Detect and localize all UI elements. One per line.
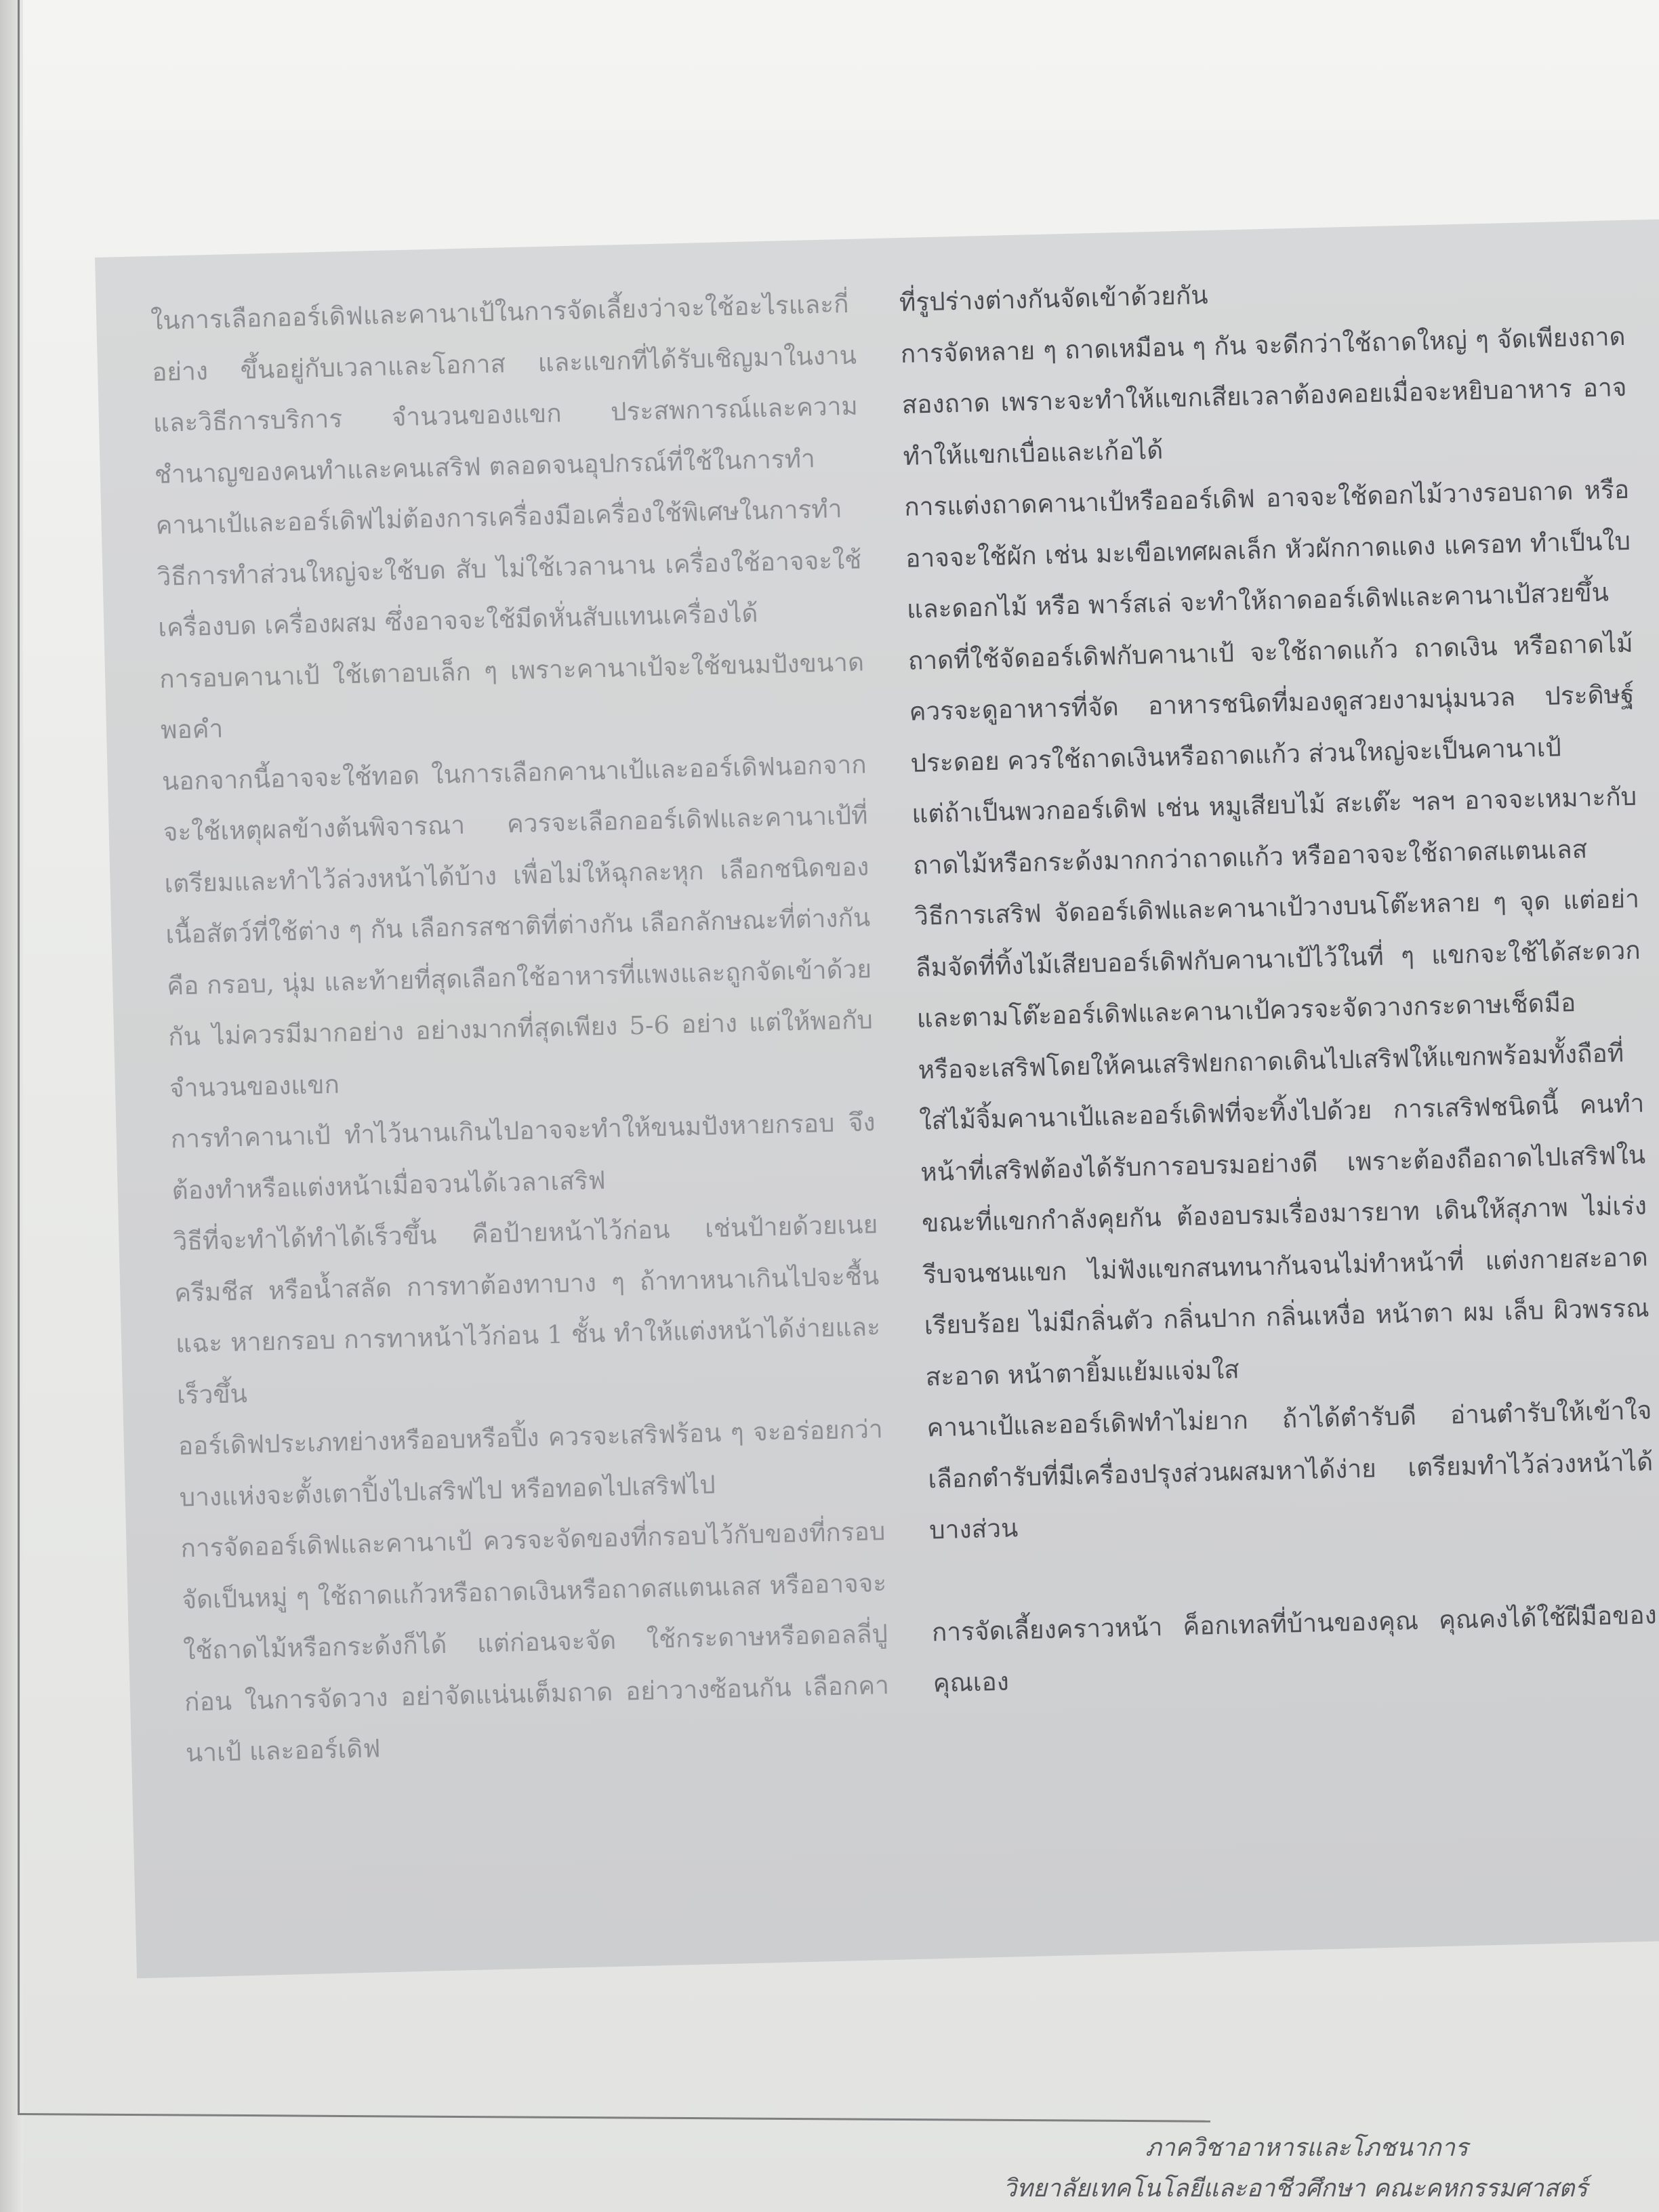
page-border-vertical bbox=[18, 0, 20, 2114]
paragraph: การจัดหลาย ๆ ถาดเหมือน ๆ กัน จะดีกว่าใช้ถาดใหญ่ ๆ จัดเพียงถาดสองถาด เพราะจะทำให้แขกเสียเวลาต้องคอยเมื่อจะหยิบอาหาร อาจทำให้แขกเบื่อและเก้อได้ bbox=[900, 321, 1627, 471]
paragraph: การอบคานาเป้ ใช้เตาอบเล็ก ๆ เพราะคานาเป้จะใช้ขนมปังขนาดพอคำ bbox=[159, 647, 865, 745]
paragraph: แต่ถ้าเป็นพวกออร์เดิฟ เช่น หมูเสียบไม้ สะเต๊ะ ฯลฯ อาจจะเหมาะกับถาดไม้หรือกระด้งมากกว่าถาดแก้ว หรืออาจจะใช้ถาดสแตนเลส bbox=[911, 781, 1637, 880]
left-text-column bbox=[150, 279, 890, 1779]
paragraph: หรือจะเสริฟโดยให้คนเสริฟยกถาดเดินไปเสริฟให้แขกพร้อมทั้งถือที่ใส่ไม้จิ้มคานาเป้และออร์เดิฟที่จะทิ้งไปด้วย การเสริฟชนิดนี้ คนทำหน้าที่เสริฟต้องได้รับการอบรมอย่างดี เพราะต้องถือถาดไปเสริฟในขณะที่แขกกำลังคุยกัน ต้องอบรมเรื่องมารยาท เดินให้สุภาพ ไม่เร่งรีบจนชนแขก ไม่ฟังแขกสนทนากันจนไม่ทำหน้าที่ แต่งกายสะอาดเรียบร้อย ไม่มีกลิ่นตัว กลิ่นปาก กลิ่นเหงื่อ หน้าตา ผม เล็บ ผิวพรรณสะอาด หน้าตายิ้มแย้มแจ่มใส bbox=[918, 1038, 1650, 1392]
paragraph: การแต่งถาดคานาเป้หรือออร์เดิฟ อาจจะใช้ดอกไม้วางรอบถาด หรืออาจจะใช้ผัก เช่น มะเขือเทศผลเล็ก หัวผักกาดแดง แครอท ทำเป็นใบและดอกไม้ หรือ พาร์สเล่ จะทำให้ถาดออร์เดิฟและคานาเป้สวยขึ้น bbox=[903, 474, 1631, 624]
paragraph: คานาเป้และออร์เดิฟทำไม่ยาก ถ้าได้ตำรับดี อ่านตำรับให้เข้าใจ เลือกตำรับที่มีเครื่องปรุงส่วนผสมหาได้ง่าย เตรียมทำไว้ล่วงหน้าได้บางส่วน bbox=[926, 1395, 1654, 1545]
footer-department: ภาควิชาอาหารและโภชนาการ bbox=[1145, 2134, 1469, 2162]
paragraph: ที่รูปร่างต่างกันจัดเข้าด้วยกัน bbox=[899, 280, 1209, 318]
paragraph: วิธีที่จะทำได้ทำได้เร็วขึ้น คือป้ายหน้าไว้ก่อน เช่นป้ายด้วยเนย ครีมชีส หรือน้ำสลัด การทาต้องทาบาง ๆ ถ้าทาหนาเกินไปจะชื้นแฉะ หายกรอบ การทาหน้าไว้ก่อน 1 ชั้น ทำให้แต่งหน้าได้ง่ายและเร็วขึ้น bbox=[172, 1210, 881, 1410]
right-text-column bbox=[899, 260, 1658, 1709]
paragraph: ออร์เดิฟประเภทย่างหรืออบหรือปิ้ง ควรจะเสริฟร้อน ๆ จะอร่อยกว่า บางแห่งจะตั้งเตาปิ้งไปเสริฟไป หรือทอดไปเสริฟไป bbox=[178, 1414, 884, 1512]
paragraph: การทำคานาเป้ ทำไว้นานเกินไปอาจจะทำให้ขนมปังหายกรอบ จึงต้องทำหรือแต่งหน้าเมื่อจวนได้เวลาเสริฟ bbox=[170, 1107, 876, 1206]
footer-faculty: วิทยาลัยเทคโนโลยีและอาชีวศึกษา คณะคหกรรมศาสตร์ bbox=[1003, 2175, 1588, 2203]
closing-paragraph: การจัดเลี้ยงคราวหน้า ค็อกเทลที่บ้านของคุณ คุณคงได้ใช้ฝีมือของคุณเอง bbox=[931, 1599, 1658, 1698]
paragraph: นอกจากนี้อาจจะใช้ทอด ในการเลือกคานาเป้และออร์เดิฟนอกจากจะใช้เหตุผลข้างต้นพิจารณา ควรจะเลือกออร์เดิฟและคานาเป้ที่เตรียมและทำไว้ล่วงหน้าได้บ้าง เพื่อไม่ให้ฉุกละหุก เลือกชนิดของเนื้อสัตว์ที่ใช้ต่าง ๆ กัน เลือกรสชาติที่ต่างกัน เลือกลักษณะที่ต่างกัน คือ กรอบ, นุ่ม และท้ายที่สุดเลือกใช้อาหารที่แพงและถูกจัดเข้าด้วยกัน ไม่ควรมีมากอย่าง อย่างมากที่สุดเพียง 5-6 อย่าง แต่ให้พอกับจำนวนของแขก bbox=[161, 749, 874, 1103]
shaded-text-panel bbox=[95, 219, 1659, 1978]
paragraph: คานาเป้และออร์เดิฟไม่ต้องการเครื่องมือเครื่องใช้พิเศษในการทำ วิธีการทำส่วนใหญ่จะใช้บด สับ ไม่ใช้เวลานาน เครื่องใช้อาจจะใช้เครื่องบด เครื่องผสม ซึ่งอาจจะใช้มีดหั่นสับแทนเครื่องได้ bbox=[155, 494, 862, 642]
paragraph: การจัดออร์เดิฟและคานาเป้ ควรจะจัดของที่กรอบไว้กับของที่กรอบ จัดเป็นหมู่ ๆ ใช้ถาดแก้วหรือถาดเงินหรือถาดสแตนเลส หรืออาจจะใช้ถาดไม้หรือกระด้งก็ได้ แต่ก่อนจะจัด ใช้กระดาษหรือดอลลี่ปูก่อน ในการจัดวาง อย่าจัดแน่นเต็มถาด อย่าวางซ้อนกัน เลือกคานาเป้ และออร์เดิฟ bbox=[180, 1517, 890, 1768]
paragraph: ในการเลือกออร์เดิฟและคานาเป้ในการจัดเลี้ยงว่าจะใช้อะไรและกี่อย่าง ขึ้นอยู่กับเวลาและโอกาส และแขกที่ได้รับเชิญมาในงาน และวิธีการบริการ จำนวนของแขก ประสพการณ์และความชำนาญของคนทำและคนเสริฟ ตลอดจนอุปกรณ์ที่ใช้ในการทำ bbox=[150, 289, 859, 489]
paragraph: วิธีการเสริฟ จัดออร์เดิฟและคานาเป้วางบนโต๊ะหลาย ๆ จุด แต่อย่าลืมจัดที่ทิ้งไม้เสียบออร์เดิฟกับคานาเป้ไว้ในที่ ๆ แขกจะใช้ได้สะดวก และตามโต๊ะออร์เดิฟและคานาเป้ควรจะจัดวางกระดาษเช็ดมือ bbox=[914, 884, 1641, 1033]
page-border-bottom bbox=[18, 2113, 1210, 2123]
paragraph: ถาดที่ใช้จัดออร์เดิฟกับคานาเป้ จะใช้ถาดแก้ว ถาดเงิน หรือถาดไม้ ควรจะดูอาหารที่จัด อาหารชนิดที่มองดูสวยงามนุ่มนวล ประดิษฐ์ประดอย ควรใช้ถาดเงินหรือถาดแก้ว ส่วนใหญ่จะเป็นคานาเป้ bbox=[907, 628, 1635, 778]
